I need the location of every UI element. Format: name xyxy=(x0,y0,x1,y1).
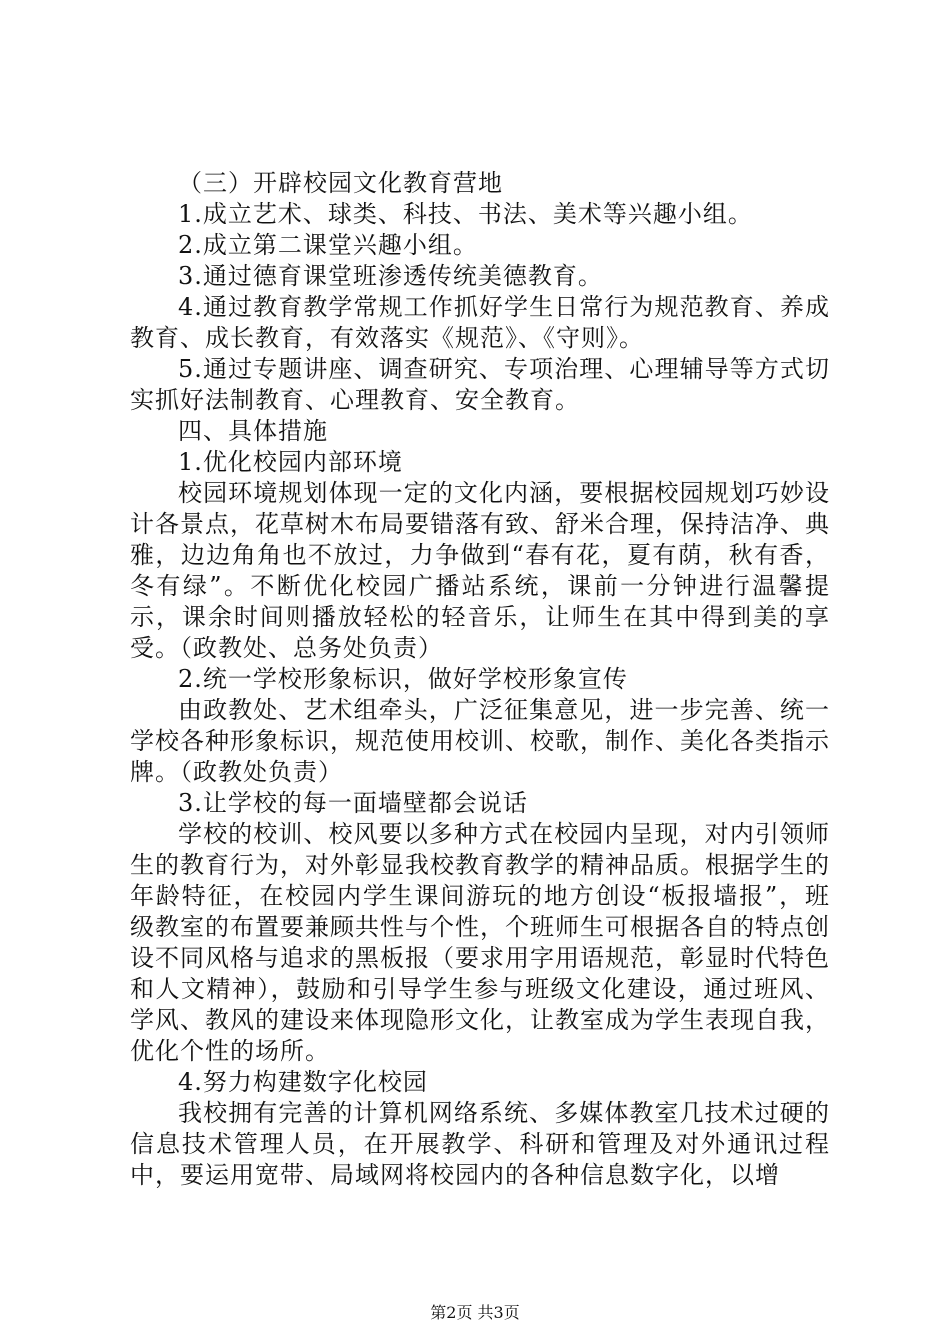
document-body xyxy=(130,168,830,1191)
measure-body-4: 我校拥有完善的计算机网络系统、多媒体教室几技术过硬的信息技术管理人员，在开展教学、科研和管理及对外通讯过程中，要运用宽带、局域网将校园内的各种信息数字化，以增 xyxy=(130,1099,830,1189)
measure-body-2: 由政教处、艺术组牵头，广泛征集意见，进一步完善、统一学校各种形象标识，规范使用校训、校歌，制作、美化各类指示牌。（政教处负责） xyxy=(130,696,830,786)
list-item-5: 5.通过专题讲座、调查研究、专项治理、心理辅导等方式切实抓好法制教育、心理教育、安全教育。 xyxy=(130,355,830,414)
list-item-1: 1.成立艺术、球类、科技、书法、美术等兴趣小组。 xyxy=(178,200,753,228)
measure-body-1: 校园环境规划体现一定的文化内涵，要根据校园规划巧妙设计各景点，花草树木布局要错落有致、舒米合理，保持洁净、典雅，边边角角也不放过，力争做到“春有花，夏有荫，秋有香，冬有绿”。不断优化校园广播站系统，课前一分钟进行温馨提示，课余时间则播放轻松的轻音乐，让师生在其中得到美的享受。（政教处、总务处负责） xyxy=(130,479,830,662)
measure-heading-4: 4.努力构建数字化校园 xyxy=(178,1068,428,1096)
measure-heading-3: 3.让学校的每一面墙壁都会说话 xyxy=(178,789,528,817)
measure-heading-2: 2.统一学校形象标识，做好学校形象宣传 xyxy=(178,665,628,693)
measure-heading-1: 1.优化校园内部环境 xyxy=(178,448,403,476)
list-item-4: 4.通过教育教学常规工作抓好学生日常行为规范教育、养成教育、成长教育，有效落实《规范》、《守则》。 xyxy=(130,293,830,352)
section-heading-3: （三）开辟校园文化教育营地 xyxy=(178,169,503,197)
measure-body-3: 学校的校训、校风要以多种方式在校园内呈现，对内引领师生的教育行为，对外彰显我校教育教学的精神品质。根据学生的年龄特征，在校园内学生课间游玩的地方创设“板报墙报”，班级教室的布置要兼顾共性与个性，个班师生可根据各自的特点创设不同风格与追求的黑板报（要求用字用语规范，彰显时代特色和人文精神），鼓励和引导学生参与班级文化建设，通过班风、学风、教风的建设来体现隐形文化，让教室成为学生表现自我，优化个性的场所。 xyxy=(130,820,830,1065)
list-item-2: 2.成立第二课堂兴趣小组。 xyxy=(178,231,478,259)
page-number-footer: 第2页 共3页 xyxy=(430,1303,520,1322)
list-item-3: 3.通过德育课堂班渗透传统美德教育。 xyxy=(178,262,603,290)
section-heading-4: 四、具体措施 xyxy=(178,417,328,445)
